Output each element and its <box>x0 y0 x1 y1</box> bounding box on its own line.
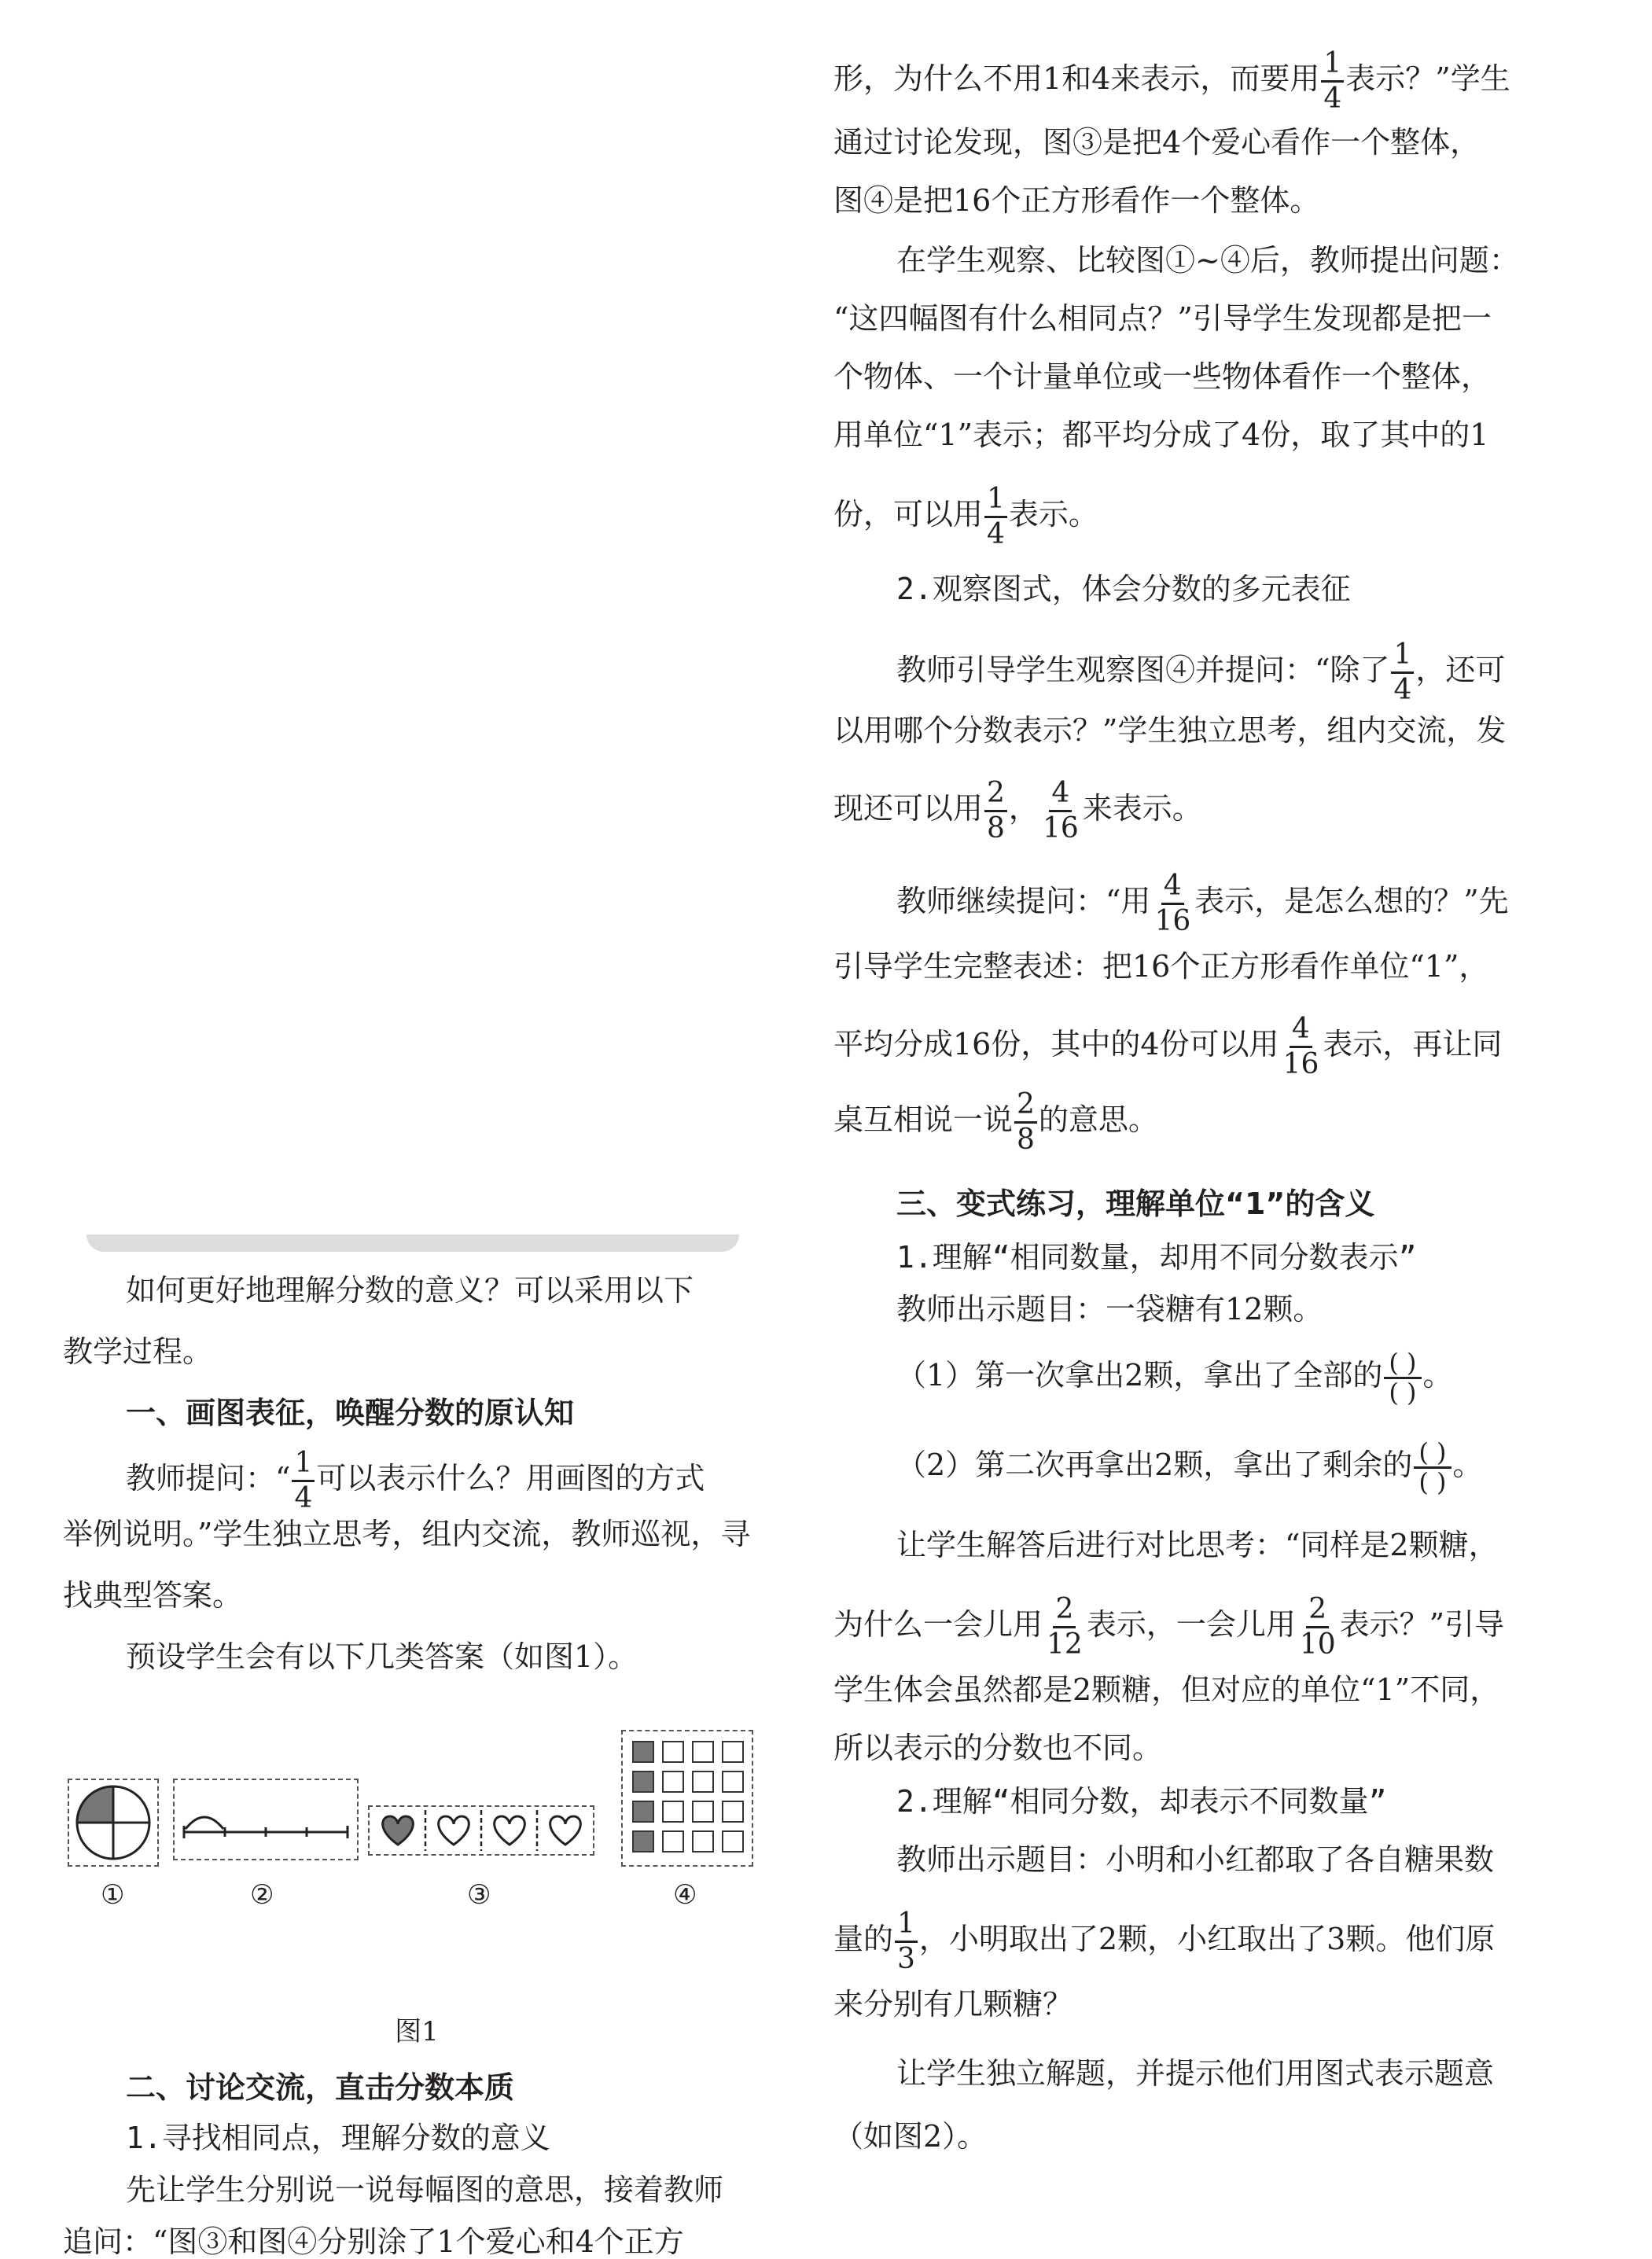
r-line-21: 学生体会虽然都是2颗糖，但对应的单位“1”不同， <box>833 1672 1500 1707</box>
grid-square <box>692 1801 714 1823</box>
fraction: $\frac{2}{10}$ <box>1299 1593 1336 1661</box>
r-line-10: 以用哪个分数表示？”学生独立思考，组内交流，发 <box>833 713 1507 748</box>
fraction: $\frac{2}{12}$ <box>1047 1593 1083 1661</box>
quarter-circle-drawing <box>69 1780 157 1865</box>
fraction: $\frac{1}{4}$ <box>1391 640 1414 705</box>
grid-square <box>692 1771 714 1793</box>
r-line-26: 让学生独立解题，并提示他们用图式表示题意 <box>896 2056 1495 2091</box>
paragraph-1-line-2: 举例说明。”学生独立思考，组内交流，教师巡视，寻 <box>63 1517 751 1551</box>
p1-text-a: 教师提问：“ <box>126 1460 291 1496</box>
r-line-27: （如图2）。 <box>833 2119 988 2154</box>
grid-square <box>632 1801 654 1823</box>
fraction: $\frac{1}{3}$ <box>895 1909 918 1974</box>
r-line-3: 图④是把16个正方形看作一个整体。 <box>833 183 1320 218</box>
figure-label-4: ④ <box>673 1879 697 1911</box>
figure-caption: 图1 <box>395 2016 439 2047</box>
grid-square <box>662 1741 684 1763</box>
r-line-5: “这四幅图有什么相同点？”引导学生发现都是把一 <box>833 301 1492 336</box>
heading-3: 三、变式练习，理解单位“1”的含义 <box>896 1187 1375 1221</box>
fraction-one-quarter: $\frac{1}{4}$ <box>292 1448 315 1514</box>
fraction: $\frac{4}{16}$ <box>1282 1013 1319 1080</box>
blank-fraction: $\frac{( )}{( )}$ <box>1414 1439 1451 1496</box>
r-line-24: 量的 $\frac{1}{3}$ ，小明取出了2颗，小红取出了3颗。他们原 <box>833 1908 1496 1975</box>
intro-line-2: 教学过程。 <box>63 1334 213 1369</box>
grid-square <box>632 1741 654 1763</box>
grid-square <box>632 1771 654 1793</box>
r-line-22: 所以表示的分数也不同。 <box>833 1731 1163 1765</box>
paragraph-3-line-1: 先让学生分别说一说每幅图的意思，接着教师 <box>126 2173 724 2207</box>
figure-1-panel-1 <box>68 1779 159 1867</box>
r-line-11: 现还可以用 $\frac{2}{8}$ ， $\frac{4}{16}$ 来表示。 <box>833 777 1202 844</box>
grid-square <box>662 1801 684 1823</box>
fraction: $\frac{1}{4}$ <box>984 484 1007 550</box>
fraction: $\frac{2}{8}$ <box>1014 1090 1037 1155</box>
figure-1 <box>63 1730 771 1958</box>
r-line-12: 教师继续提问：“用 $\frac{4}{16}$ 表示，是怎么想的？”先 <box>896 870 1509 937</box>
r-line-19: 让学生解答后进行对比思考：“同样是2颗糖， <box>896 1528 1499 1562</box>
grid-square <box>722 1771 744 1793</box>
paragraph-3-line-2: 追问：“图③和图④分别涂了1个爱心和4个正方 <box>63 2224 684 2259</box>
intro-line-1: 如何更好地理解分数的意义？可以采用以下 <box>126 1273 694 1308</box>
grid-square <box>662 1771 684 1793</box>
grid-square <box>692 1741 714 1763</box>
r-line-25: 来分别有几颗糖？ <box>833 1987 1073 2022</box>
r-line-1: 形，为什么不用1和4来表示，而要用 $\frac{1}{4}$ 表示？”学生 <box>833 47 1510 115</box>
r-line-16: 教师出示题目：一袋糖有12颗。 <box>896 1292 1323 1326</box>
subheading-1: 1.寻找相同点，理解分数的意义 <box>126 2121 550 2155</box>
fraction: $\frac{4}{16}$ <box>1042 777 1079 844</box>
r-line-14: 平均分成16份，其中的4份可以用 $\frac{4}{16}$ 表示，再让同 <box>833 1013 1503 1080</box>
subheading-2: 2.观察图式，体会分数的多元表征 <box>896 572 1351 606</box>
r-line-4: 在学生观察、比较图①~④后，教师提出问题： <box>896 243 1519 278</box>
r-line-17: （1）第一次拿出2颗，拿出了全部的 $\frac{( )}{( )}$ 。 <box>896 1348 1453 1408</box>
paragraph-1-line-1 <box>126 1448 705 1514</box>
r-line-6: 个物体、一个计量单位或一些物体看作一个整体， <box>833 359 1492 394</box>
heading-1: 一、画图表征，唤醒分数的原认知 <box>126 1396 575 1430</box>
fraction: $\frac{4}{16}$ <box>1154 870 1191 937</box>
grid-square <box>632 1830 654 1852</box>
fraction: $\frac{2}{8}$ <box>984 778 1007 844</box>
figure-label-1: ① <box>101 1879 125 1911</box>
grid-square <box>722 1741 744 1763</box>
grid-square <box>722 1830 744 1852</box>
grid-square <box>692 1830 714 1852</box>
segment-drawing <box>175 1780 357 1859</box>
r-line-23: 教师出示题目：小明和小红都取了各自糖果数 <box>896 1842 1495 1877</box>
r-line-8: 份，可以用 $\frac{1}{4}$ 表示。 <box>833 483 1098 550</box>
subheading-4: 2.理解“相同分数，却表示不同数量” <box>896 1784 1387 1819</box>
r-line-18: （2）第二次再拿出2颗，拿出了剩余的 $\frac{( )}{( )}$ 。 <box>896 1437 1483 1498</box>
paragraph-2: 预设学生会有以下几类答案（如图1）。 <box>126 1639 638 1674</box>
paragraph-1-line-3: 找典型答案。 <box>63 1578 243 1613</box>
figure-1-panel-3 <box>368 1805 594 1856</box>
r-line-9: 教师引导学生观察图④并提问：“除了 $\frac{1}{4}$ ，还可 <box>896 638 1506 706</box>
r-line-13: 引导学生完整表述：把16个正方形看作单位“1”， <box>833 949 1489 984</box>
grid-square <box>662 1830 684 1852</box>
figure-label-3: ③ <box>467 1879 491 1911</box>
figure-1-panel-2 <box>173 1779 359 1860</box>
r-line-2: 通过讨论发现，图③是把4个爱心看作一个整体， <box>833 125 1481 160</box>
r-line-15: 桌互相说一说 $\frac{2}{8}$ 的意思。 <box>833 1088 1158 1156</box>
heading-2: 二、讨论交流，直击分数本质 <box>126 2070 515 2105</box>
p1-text-b: 可以表示什么？用画图的方式 <box>316 1460 705 1496</box>
grid-square <box>722 1801 744 1823</box>
blank-fraction: $\frac{( )}{( )}$ <box>1384 1349 1421 1407</box>
r-line-7: 用单位“1”表示；都平均分成了4份，取了其中的1 <box>833 418 1489 452</box>
section-separator <box>86 1234 739 1252</box>
figure-label-2: ② <box>250 1879 274 1911</box>
subheading-3: 1.理解“相同数量，却用不同分数表示” <box>896 1240 1417 1275</box>
figure-1-panel-4 <box>621 1730 753 1867</box>
r-line-20: 为什么一会儿用 $\frac{2}{12}$ 表示，一会儿用 $\frac{2}{10}$ 表示？”引导 <box>833 1593 1505 1661</box>
fraction: $\frac{1}{4}$ <box>1321 49 1344 114</box>
hearts-drawing <box>370 1807 593 1854</box>
